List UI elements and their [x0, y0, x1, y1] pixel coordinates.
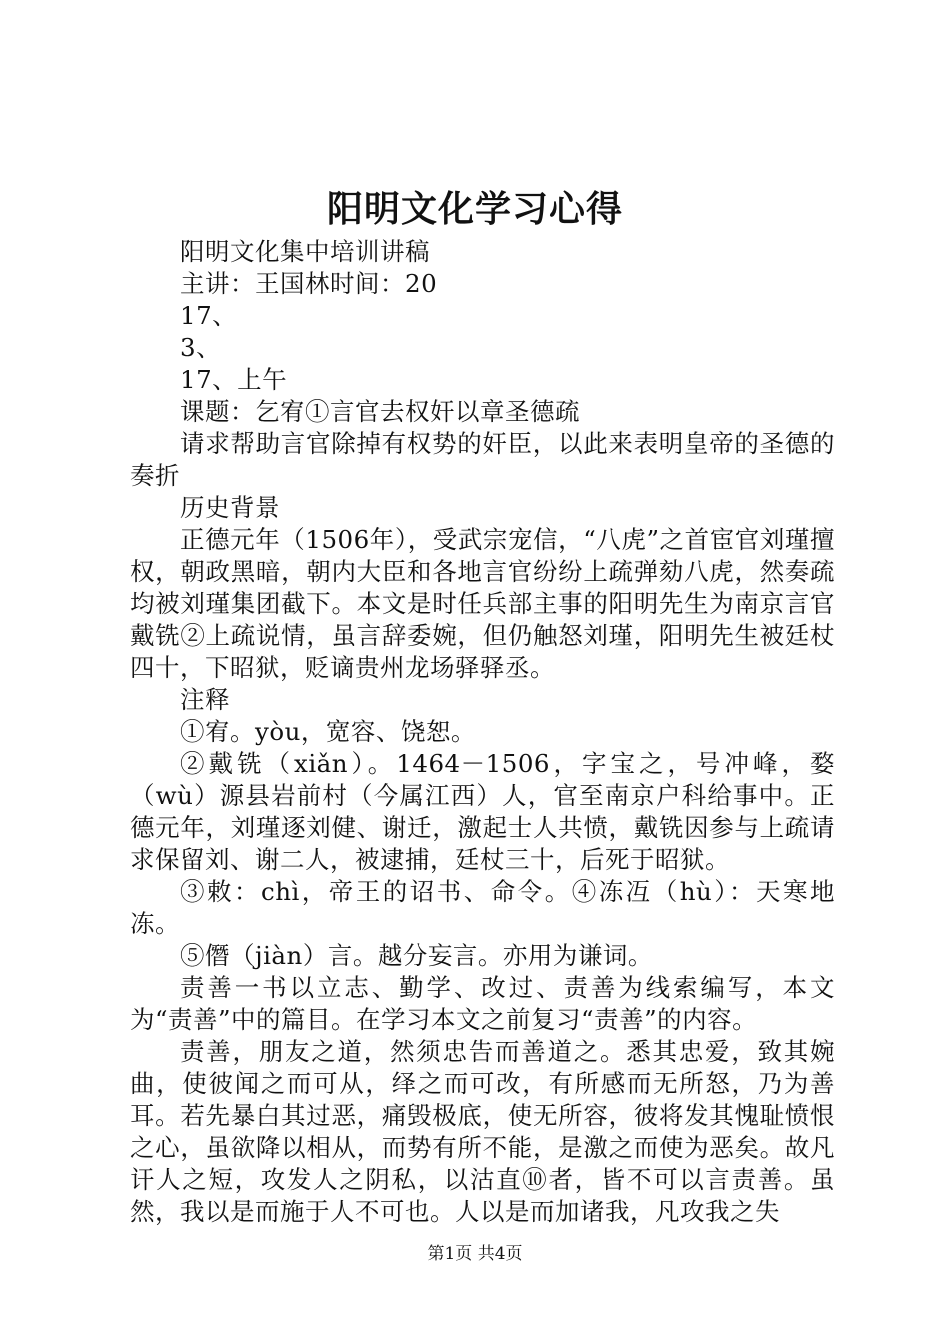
- page-footer: 第1页 共4页: [427, 1244, 523, 1264]
- paragraph: 正德元年（1506年），受武宗宠信，“八虎”之首宦官刘瑾擅权，朝政黑暗，朝内大臣和各地言官纷纷上疏弹劾八虎，然奏疏均被刘瑾集团截下。本文是时任兵部主事的阳明先生为南京言官戴铣②上疏说情，虽言辞委婉，但仍触怒刘瑾，阳明先生被廷杖四十，下昭狱，贬谪贵州龙场驿驿丞。: [130, 525, 835, 682]
- paragraph: ②戴铣（xiǎn）。1464－1506，字宝之，号冲峰，婺（wù）源县岩前村（今属江西）人，官至南京户科给事中。正德元年，刘瑾逐刘健、谢迁，激起士人共愤，戴铣因参与上疏请求保留刘、谢二人，被逮捕，廷杖三十，后死于昭狱。: [130, 749, 835, 874]
- paragraph: 17、: [180, 301, 238, 330]
- paragraph: 历史背景: [180, 493, 280, 522]
- paragraph: 课题：乞宥①言官去权奸以章圣德疏: [180, 397, 580, 426]
- paragraph: 17、上午: [180, 365, 288, 394]
- paragraph: 请求帮助言官除掉有权势的奸臣，以此来表明皇帝的圣德的奏折: [130, 429, 835, 490]
- paragraph: 阳明文化集中培训讲稿: [180, 237, 430, 266]
- paragraph: ③敕：chì，帝王的诏书、命令。④冻冱（hù）：天寒地冻。: [130, 877, 835, 938]
- paragraph: ⑤僭（jiàn）言。越分妄言。亦用为谦词。: [180, 941, 653, 970]
- paragraph: 3、: [180, 333, 222, 362]
- paragraph: 主讲：王国林时间：20: [180, 269, 438, 298]
- paragraph: 注释: [180, 685, 230, 714]
- document-body: [130, 236, 835, 1228]
- paragraph: 责善一书以立志、勤学、改过、责善为线索编写，本文为“责善”中的篇目。在学习本文之前复习“责善”的内容。: [130, 973, 835, 1034]
- document-title: 阳明文化学习心得: [326, 188, 623, 230]
- paragraph: 责善，朋友之道，然须忠告而善道之。悉其忠爱，致其婉曲，使彼闻之而可从，绎之而可改，有所感而无所怒，乃为善耳。若先暴白其过恶，痛毁极底，使无所容，彼将发其愧耻愤恨之心，虽欲降以相从，而势有所不能，是激之而使为恶矣。故凡讦人之短，攻发人之阴私，以沽直⑩者，皆不可以言责善。虽然，我以是而施于人不可也。人以是而加诸我，凡攻我之失: [130, 1037, 835, 1226]
- paragraph: ①宥。yòu，宽容、饶恕。: [180, 717, 476, 746]
